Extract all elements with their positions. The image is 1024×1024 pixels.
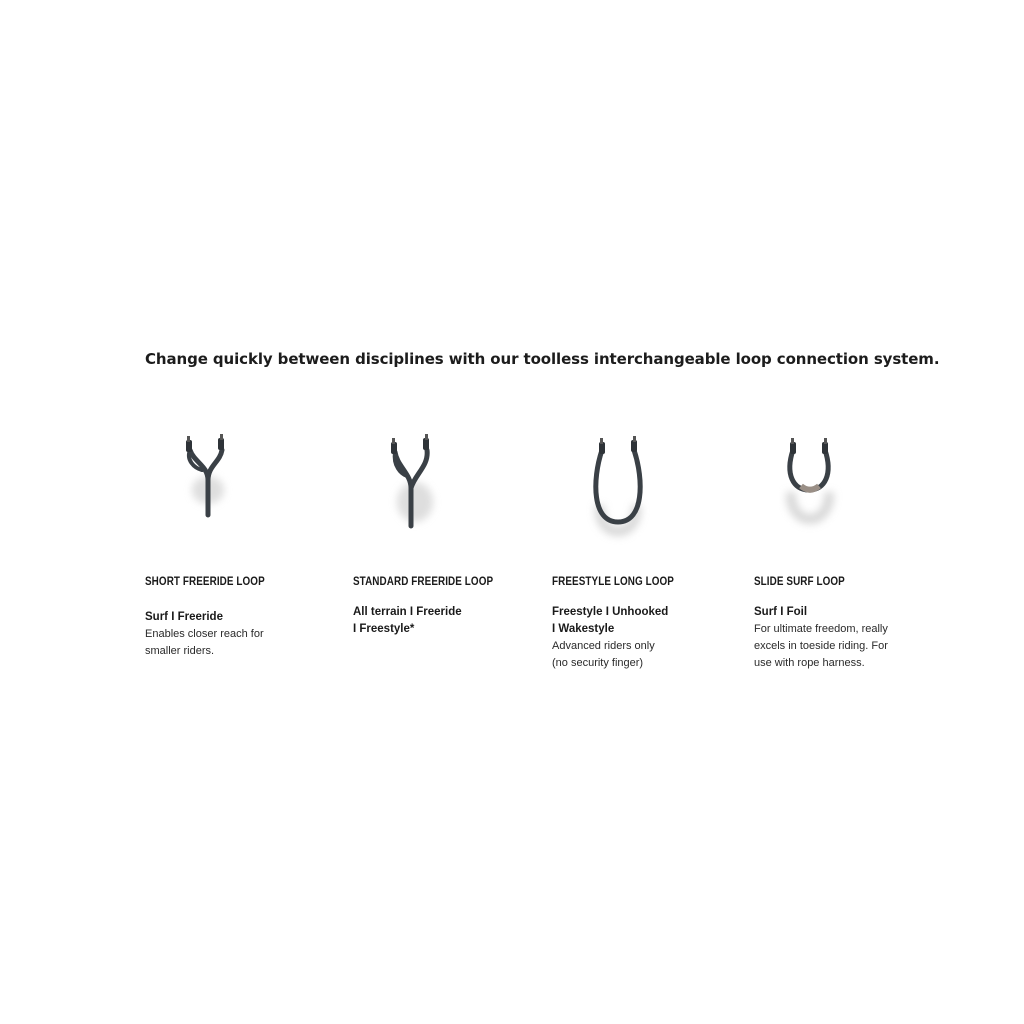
freestyle-long-loop-name: FREESTYLE LONG LOOP (552, 576, 674, 588)
short-freeride-loop-illustration (170, 430, 290, 570)
standard-freeride-loop-name: STANDARD FREERIDE LOOP (353, 576, 494, 588)
slide-surf-loop-description: For ultimate freedom, really excels in toeside riding. For use with rope harness. (754, 623, 888, 669)
standard-freeride-loop-disciplines: All terrain I Freeride I Freestyle* (353, 606, 462, 635)
freestyle-long-loop-description: Advanced riders only (no security finger) (552, 640, 655, 669)
short-freeride-loop-description: Enables closer reach for smaller riders. (145, 628, 264, 657)
short-freeride-loop-name: SHORT FREERIDE LOOP (145, 576, 265, 588)
slide-surf-loop-illustration (779, 430, 899, 570)
freestyle-long-loop-illustration (582, 430, 702, 570)
slide-surf-loop-disciplines: Surf I Foil (754, 606, 808, 618)
freestyle-long-loop-disciplines: Freestyle I Unhooked I Wakestyle (552, 606, 669, 635)
standard-freeride-loop-illustration (375, 430, 495, 570)
headline: Change quickly between disciplines with our toolless interchangeable loop connection system. (145, 350, 940, 368)
slide-surf-loop-name: SLIDE SURF LOOP (754, 576, 845, 588)
short-freeride-loop-disciplines: Surf I Freeride (145, 611, 223, 623)
